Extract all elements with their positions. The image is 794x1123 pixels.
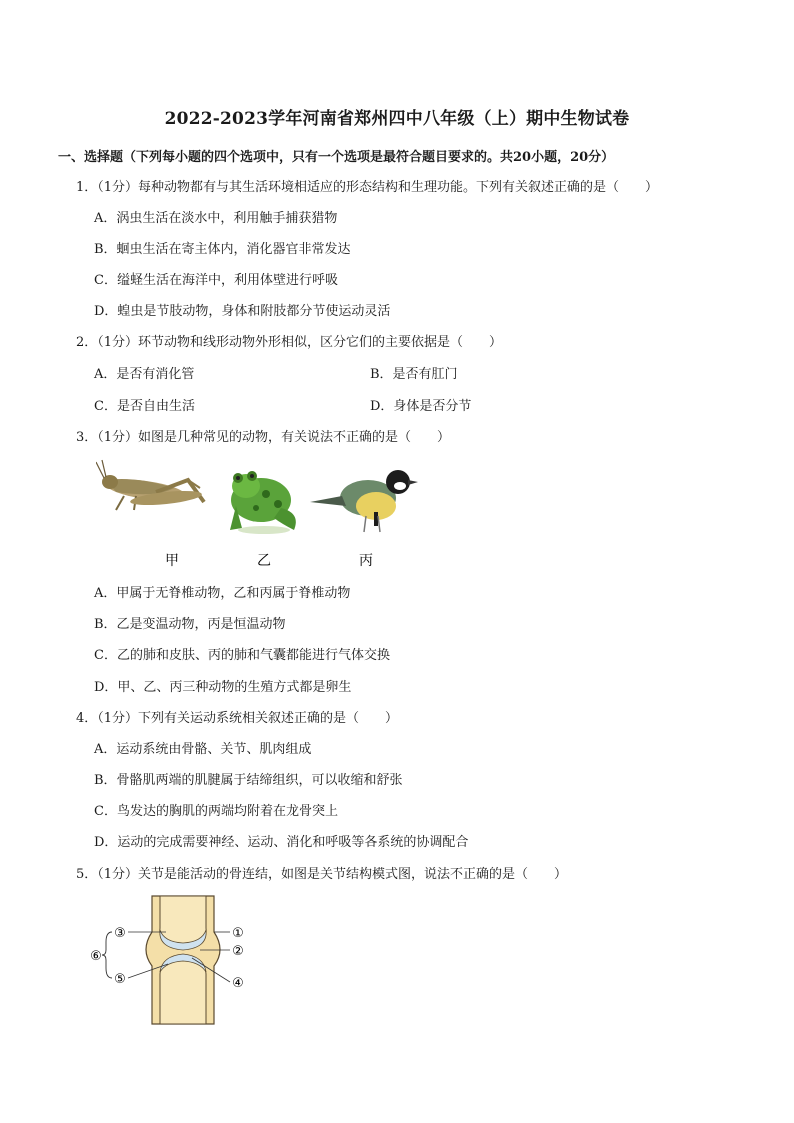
option-4c: C．鸟发达的胸肌的两端均附着在龙骨突上 [94, 804, 338, 819]
question-number: 5． [76, 867, 98, 882]
label-4: ④ [232, 976, 244, 991]
option-1b: B．蛔虫生活在寄主体内，消化器官非常发达 [94, 242, 351, 257]
question-4 [76, 707, 398, 726]
frog-image [230, 471, 296, 534]
option-1a: A．涡虫生活在淡水中，利用触手捕获猎物 [94, 211, 338, 226]
question-stem: （1分）如图是几种常见的动物，有关说法不正确的是（ ） [97, 430, 451, 445]
label-3: ③ [114, 926, 126, 941]
option-1c: C．缢蛏生活在海洋中，利用体壁进行呼吸 [94, 273, 338, 288]
question-5 [76, 863, 567, 882]
bird-image [310, 470, 418, 532]
option-4d: D．运动的完成需要神经、运动、消化和呼吸等各系统的协调配合 [94, 835, 469, 850]
question-stem: （1分）关节是能活动的骨连结，如图是关节结构模式图，说法不正确的是（ ） [97, 867, 568, 882]
question-stem: （1分）下列有关运动系统相关叙述正确的是（ ） [97, 711, 399, 726]
label-yi: 乙 [257, 553, 271, 569]
option-4a: A．运动系统由骨骼、关节、肌肉组成 [94, 742, 312, 757]
question-number: 1． [76, 180, 98, 195]
question-stem: （1分）环节动物和线形动物外形相似，区分它们的主要依据是（ ） [97, 335, 503, 350]
option-3c: C．乙的肺和皮肤、丙的肺和气囊都能进行气体交换 [94, 648, 390, 663]
label-6: ⑥ [90, 949, 102, 964]
option-3b: B．乙是变温动物，丙是恒温动物 [94, 617, 286, 632]
option-3a: A．甲属于无脊椎动物，乙和丙属于脊椎动物 [94, 586, 351, 601]
question-2 [76, 331, 502, 350]
question-number: 2． [76, 335, 98, 350]
label-2: ② [232, 944, 244, 959]
question-number: 4． [76, 711, 98, 726]
question-3 [76, 426, 450, 445]
grasshopper-image [96, 460, 204, 510]
option-2a: A．是否有消化管 [94, 367, 195, 382]
page-title: 2022-2023学年河南省郑州四中八年级（上）期中生物试卷 [164, 109, 630, 129]
label-bing: 丙 [359, 553, 373, 569]
label-jia: 甲 [165, 553, 179, 569]
question-stem: （1分）每种动物都有与其生活环境相适应的形态结构和生理功能。下列有关叙述正确的是（ ） [97, 180, 659, 195]
option-2c: C．是否自由生活 [94, 399, 195, 414]
question-number: 3． [76, 430, 98, 445]
question-1 [76, 176, 658, 195]
option-4b: B．骨骼肌两端的肌腱属于结缔组织，可以收缩和舒张 [94, 773, 403, 788]
option-2d: D．身体是否分节 [370, 399, 472, 414]
label-1: ① [232, 926, 244, 941]
joint-diagram [88, 892, 258, 1028]
option-2b: B．是否有肛门 [370, 367, 458, 382]
option-1d: D．蝗虫是节肢动物，身体和附肢都分节使运动灵活 [94, 304, 391, 319]
section-heading: 一、选择题（下列每小题的四个选项中，只有一个选项是最符合题目要求的。共20小题，20分） [58, 150, 615, 165]
animals-figure [96, 458, 436, 570]
option-3d: D．甲、乙、丙三种动物的生殖方式都是卵生 [94, 680, 352, 695]
label-5: ⑤ [114, 972, 126, 987]
